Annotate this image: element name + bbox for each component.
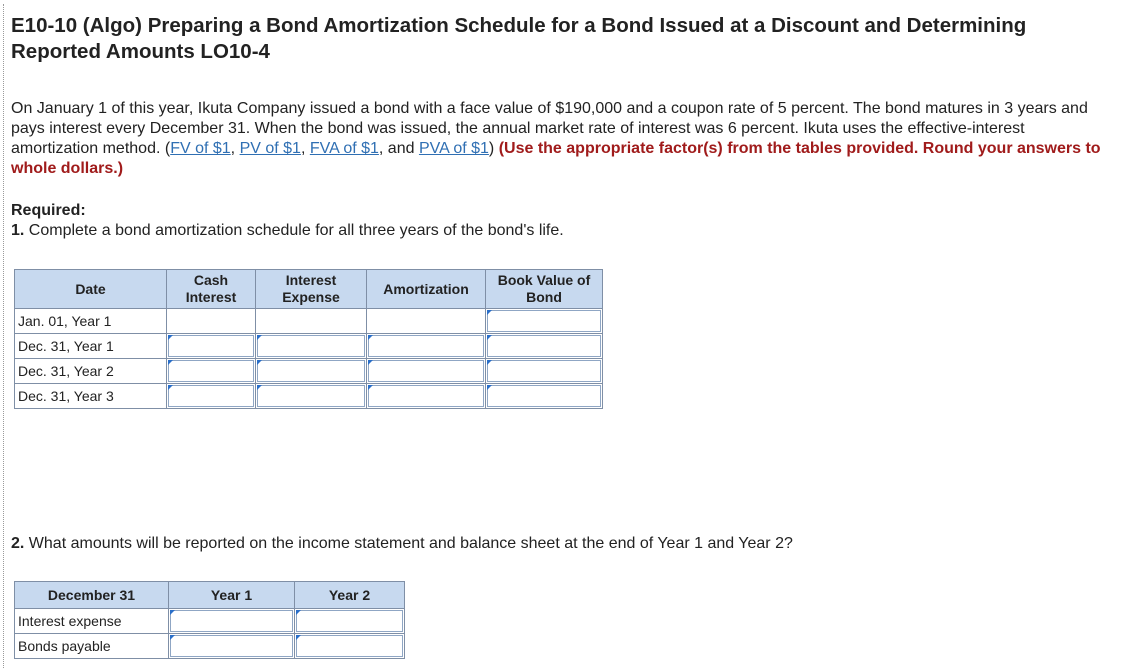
interest-expense-year3-input[interactable]: [256, 384, 367, 409]
fva-link[interactable]: FVA of $1: [309, 140, 379, 157]
amortization-header-row: [15, 270, 603, 309]
reported-amounts-table: [14, 581, 405, 659]
cash-interest-year2-input[interactable]: [167, 359, 256, 384]
instruction-text: (Use the appropriate factor(s) from the tables provided. Round your answers to whole dollars.): [11, 140, 1101, 177]
cash-interest-year1-input[interactable]: [167, 334, 256, 359]
header-year-2: Year 2: [295, 582, 405, 609]
amortization-year2-input[interactable]: [367, 359, 486, 384]
question-1-number: 1.: [11, 222, 25, 239]
header-amortization: Amortization: [367, 270, 486, 309]
row-label-jan01-year1: Jan. 01, Year 1: [15, 309, 167, 334]
book-value-year2-input[interactable]: [486, 359, 603, 384]
cash-interest-year3-input[interactable]: [167, 384, 256, 409]
interest-expense-year1-report-input[interactable]: [169, 609, 295, 634]
table-row: [15, 634, 405, 659]
header-date: Date: [15, 270, 167, 309]
row-label-bonds-payable: Bonds payable: [15, 634, 169, 659]
header-interest-expense: Interest Expense: [256, 270, 367, 309]
interest-expense-year1-input[interactable]: [256, 334, 367, 359]
interest-expense-year2-report-input[interactable]: [295, 609, 405, 634]
row-label-dec31-year3: Dec. 31, Year 3: [15, 384, 167, 409]
header-cash-interest: Cash Interest: [167, 270, 256, 309]
bonds-payable-year2-input[interactable]: [295, 634, 405, 659]
page-title: E10-10 (Algo) Preparing a Bond Amortization Schedule for a Bond Issued at a Discount and Determining Reported Amounts LO10-4: [11, 14, 1027, 63]
amortization-year1-input[interactable]: [367, 334, 486, 359]
table-row: [15, 359, 603, 384]
amortization-schedule-table: [14, 269, 603, 409]
bonds-payable-year1-input[interactable]: [169, 634, 295, 659]
report-header-row: [15, 582, 405, 609]
table-row: [15, 609, 405, 634]
required-label: Required:: [11, 202, 86, 219]
problem-intro: On January 1 of this year, Ikuta Company issued a bond with a face value of $190,000 and a coupon rate of 5 percent. The bond matures in 3 years and pays interest every December 31. When the bond was issued, the annual market rate of interest was 6 percent. Ikuta uses the effective-interest amortization method. (FV of $1, PV of $1, FVA of $1, and PVA of $1) (Use the appropriate factor(s) from the tables provided. Round your answers to whole dollars.): [11, 100, 1101, 177]
interest-expense-jan01-empty: [256, 309, 367, 334]
header-december-31: December 31: [15, 582, 169, 609]
table-row: [15, 334, 603, 359]
pva-link[interactable]: PVA of $1: [418, 140, 489, 157]
fv-link[interactable]: FV of $1: [170, 140, 231, 157]
question-2-text: What amounts will be reported on the income statement and balance sheet at the end of Year 1 and Year 2?: [28, 535, 793, 552]
intro-text: On January 1 of this year, Ikuta Company issued a bond with a face value of $190,000 and a coupon rate of 5 percent. The bond matures in 3 years and pays interest every December 31. When the bond was issued, the annual market rate of interest was 6 percent. Ikuta uses the effective-interest amortization method. (: [11, 100, 1088, 157]
pv-link[interactable]: PV of $1: [239, 140, 301, 157]
book-value-jan01-input[interactable]: [486, 309, 603, 334]
cash-interest-jan01-empty: [167, 309, 256, 334]
question-1: [11, 221, 564, 241]
row-label-dec31-year2: Dec. 31, Year 2: [15, 359, 167, 384]
book-value-year3-input[interactable]: [486, 384, 603, 409]
amortization-jan01-empty: [367, 309, 486, 334]
row-label-interest-expense: Interest expense: [15, 609, 169, 634]
question-2: [11, 534, 793, 554]
header-book-value: Book Value of Bond: [486, 270, 603, 309]
row-label-dec31-year1: Dec. 31, Year 1: [15, 334, 167, 359]
interest-expense-year2-input[interactable]: [256, 359, 367, 384]
header-year-1: Year 1: [169, 582, 295, 609]
table-row: [15, 309, 603, 334]
question-1-text: Complete a bond amortization schedule for all three years of the bond's life.: [28, 222, 564, 239]
book-value-year1-input[interactable]: [486, 334, 603, 359]
table-row: [15, 384, 603, 409]
question-2-number: 2.: [11, 535, 25, 552]
left-dotted-rule: [3, 4, 4, 668]
amortization-year3-input[interactable]: [367, 384, 486, 409]
